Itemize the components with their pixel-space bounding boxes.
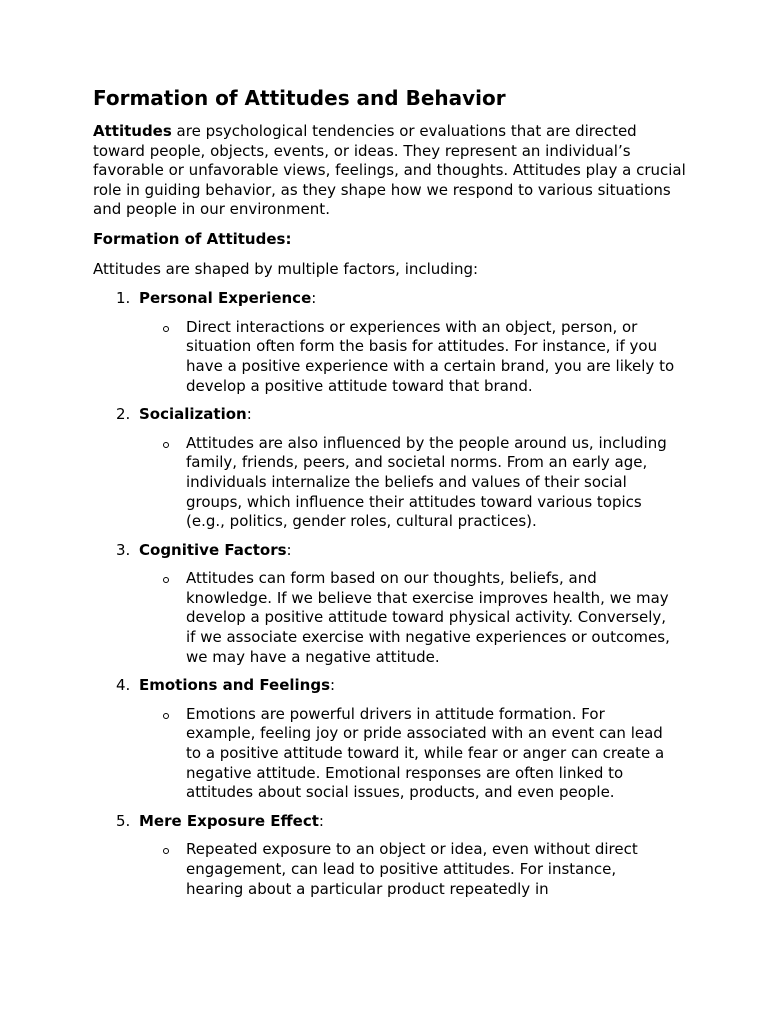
sub-list [93, 318, 688, 396]
factor-heading [93, 676, 688, 696]
factor-detail: Attitudes are also influenced by the people around us, including family, friends, peers, and societal norms. From an early age, individuals internalize the beliefs and values of their social groups, which influence their attitudes toward various topics (e.g., politics, gender roles, cultural practices). [186, 433, 667, 531]
intro-term: Attitudes [93, 122, 172, 140]
intro-text: are psychological tendencies or evaluations that are directed toward people, objects, events, or ideas. They represent an individual’s favorable or unfavorable views, feelings, and thoughts. Attitudes play a crucial role in guiding behavior, as they shape how we respond to various situations and people in our environment. [93, 122, 686, 219]
factor-colon: : [330, 676, 336, 695]
factor-name: Socialization [139, 405, 247, 424]
factor-name: Emotions and Feelings [139, 676, 331, 695]
circle-bullet-icon [93, 318, 186, 396]
section-intro: Attitudes are shaped by multiple factors, including: [93, 259, 479, 278]
circle-bullet-icon [93, 434, 186, 532]
factor-number: 1. [116, 289, 131, 308]
factor-name: Mere Exposure Effect [139, 811, 319, 830]
factor-title [139, 289, 316, 309]
sub-list-item [93, 705, 688, 803]
intro-paragraph [93, 122, 688, 220]
list-item [93, 541, 688, 668]
factor-number: 5. [116, 811, 131, 830]
list-item [93, 289, 688, 396]
page-title: Formation of Attitudes and Behavior [93, 86, 506, 110]
factor-list [93, 289, 688, 899]
factor-detail: Emotions are powerful drivers in attitude formation. For example, feeling joy or pride associated with an event can lead to a positive attitude toward it, while fear or anger can create a negative attitude. Emotional responses are often linked to attitudes about social issues, products, and even people. [186, 704, 665, 802]
factor-number: 4. [116, 676, 131, 695]
sub-list [93, 840, 688, 899]
sub-list-item [93, 318, 688, 396]
sub-list [93, 569, 688, 667]
factor-name: Cognitive Factors [139, 540, 287, 559]
factor-number: 3. [116, 540, 131, 559]
factor-title [139, 405, 252, 425]
list-item [93, 676, 688, 803]
factor-detail: Repeated exposure to an object or idea, even without direct engagement, can lead to positive attitudes. For instance, hearing about a particular product repeatedly in [186, 840, 638, 898]
list-item [93, 405, 688, 532]
factor-title [139, 541, 292, 561]
sub-list-item [93, 434, 688, 532]
factor-colon: : [318, 811, 324, 830]
list-item [93, 812, 688, 899]
factor-title [139, 812, 324, 832]
circle-bullet-icon [93, 569, 186, 667]
factor-colon: : [246, 405, 252, 424]
factor-heading [93, 812, 688, 832]
sub-list [93, 434, 688, 532]
sub-list-item [93, 840, 688, 899]
factor-detail: Direct interactions or experiences with an object, person, or situation often form the basis for attitudes. For instance, if you have a positive experience with a certain brand, you are likely to develop a positive attitude toward that brand. [186, 317, 675, 395]
sub-list [93, 705, 688, 803]
circle-bullet-icon [93, 840, 186, 899]
factor-name: Personal Experience [139, 289, 312, 308]
circle-bullet-icon [93, 705, 186, 803]
factor-colon: : [311, 289, 317, 308]
sub-list-item [93, 569, 688, 667]
factor-number: 2. [116, 405, 131, 424]
section-heading: Formation of Attitudes: [93, 229, 292, 248]
factor-detail: Attitudes can form based on our thoughts, beliefs, and knowledge. If we believe that exercise improves health, we may develop a positive attitude toward physical activity. Conversely, if we associate exercise with negative experiences or outcomes, we may have a negative attitude. [186, 569, 670, 666]
factor-heading [93, 541, 688, 561]
factor-heading [93, 289, 688, 309]
factor-title [139, 676, 335, 696]
factor-colon: : [286, 540, 292, 559]
factor-heading [93, 405, 688, 425]
